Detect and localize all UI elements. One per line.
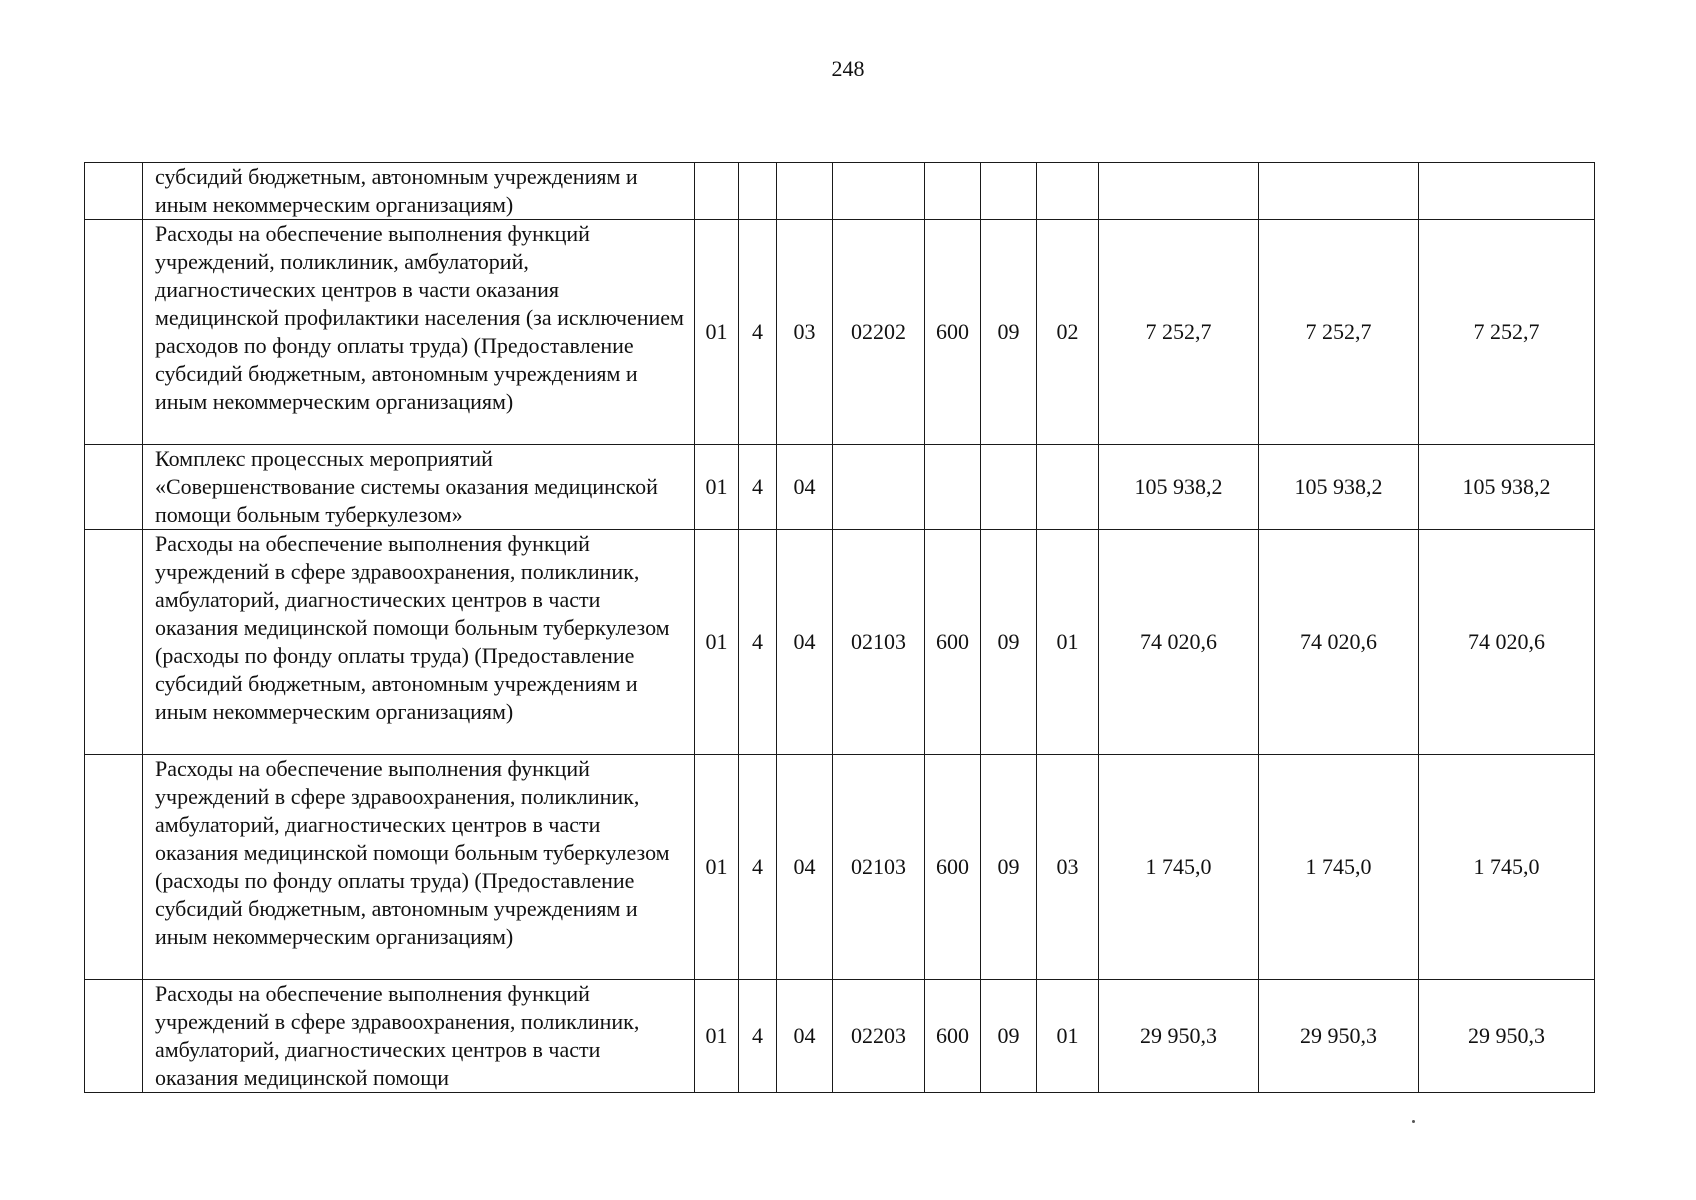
code-cell xyxy=(981,163,1037,220)
amount-cell: 7 252,7 xyxy=(1259,220,1419,445)
table-row xyxy=(85,220,1595,445)
description-cell: Расходы на обеспечение выполнения функций учреждений в сфере здравоохранения, поликлиник, амбулаторий, диагностических центров в части оказания медицинской помощи больным туберкулезом (расходы по фонду оплаты труда) (Предоставление субсидий бюджетным, автономным учреждениям и иным некоммерческим организациям) xyxy=(143,530,695,755)
code-cell xyxy=(981,445,1037,530)
amount-cell: 105 938,2 xyxy=(1419,445,1595,530)
description-cell: субсидий бюджетным, автономным учреждениям и иным некоммерческим организациям) xyxy=(143,163,695,220)
scan-speck xyxy=(1412,1120,1415,1123)
code-cell: 02202 xyxy=(833,220,925,445)
amount-cell: 29 950,3 xyxy=(1419,980,1595,1093)
code-cell xyxy=(777,163,833,220)
amount-cell: 29 950,3 xyxy=(1259,980,1419,1093)
amount-cell xyxy=(1259,163,1419,220)
row-number-cell xyxy=(85,530,143,755)
code-cell: 03 xyxy=(1037,755,1099,980)
amount-cell: 74 020,6 xyxy=(1419,530,1595,755)
amount-cell: 1 745,0 xyxy=(1259,755,1419,980)
code-cell: 04 xyxy=(777,980,833,1093)
code-cell: 02103 xyxy=(833,755,925,980)
code-cell: 02203 xyxy=(833,980,925,1093)
code-cell: 01 xyxy=(695,530,739,755)
amount-cell xyxy=(1419,163,1595,220)
row-number-cell xyxy=(85,163,143,220)
code-cell: 01 xyxy=(695,755,739,980)
code-cell: 02 xyxy=(1037,220,1099,445)
code-cell xyxy=(1037,163,1099,220)
budget-table xyxy=(84,162,1595,1093)
code-cell: 09 xyxy=(981,980,1037,1093)
table-row xyxy=(85,445,1595,530)
code-cell: 4 xyxy=(739,755,777,980)
code-cell: 600 xyxy=(925,220,981,445)
code-cell xyxy=(833,163,925,220)
code-cell: 09 xyxy=(981,755,1037,980)
code-cell: 09 xyxy=(981,530,1037,755)
amount-cell: 7 252,7 xyxy=(1099,220,1259,445)
amount-cell: 1 745,0 xyxy=(1419,755,1595,980)
code-cell xyxy=(925,163,981,220)
code-cell: 4 xyxy=(739,980,777,1093)
code-cell: 01 xyxy=(1037,530,1099,755)
description-cell: Расходы на обеспечение выполнения функций учреждений в сфере здравоохранения, поликлиник, амбулаторий, диагностических центров в части оказания медицинской помощи xyxy=(143,980,695,1093)
code-cell: 01 xyxy=(695,220,739,445)
code-cell xyxy=(739,163,777,220)
amount-cell: 74 020,6 xyxy=(1259,530,1419,755)
row-number-cell xyxy=(85,980,143,1093)
description-cell: Расходы на обеспечение выполнения функций учреждений в сфере здравоохранения, поликлиник, амбулаторий, диагностических центров в части оказания медицинской помощи больным туберкулезом (расходы по фонду оплаты труда) (Предоставление субсидий бюджетным, автономным учреждениям и иным некоммерческим организациям) xyxy=(143,755,695,980)
code-cell: 4 xyxy=(739,220,777,445)
amount-cell: 7 252,7 xyxy=(1419,220,1595,445)
code-cell: 600 xyxy=(925,980,981,1093)
table-row xyxy=(85,163,1595,220)
amount-cell xyxy=(1099,163,1259,220)
amount-cell: 29 950,3 xyxy=(1099,980,1259,1093)
amount-cell: 105 938,2 xyxy=(1099,445,1259,530)
code-cell: 03 xyxy=(777,220,833,445)
code-cell: 09 xyxy=(981,220,1037,445)
code-cell: 4 xyxy=(739,530,777,755)
description-cell: Комплекс процессных мероприятий «Совершенствование системы оказания медицинской помощи больным туберкулезом» xyxy=(143,445,695,530)
code-cell: 600 xyxy=(925,530,981,755)
amount-cell: 74 020,6 xyxy=(1099,530,1259,755)
code-cell xyxy=(1037,445,1099,530)
code-cell: 02103 xyxy=(833,530,925,755)
amount-cell: 1 745,0 xyxy=(1099,755,1259,980)
code-cell: 04 xyxy=(777,445,833,530)
row-number-cell xyxy=(85,220,143,445)
row-number-cell xyxy=(85,755,143,980)
row-number-cell xyxy=(85,445,143,530)
code-cell: 04 xyxy=(777,530,833,755)
code-cell: 01 xyxy=(695,445,739,530)
table-row xyxy=(85,980,1595,1093)
code-cell: 01 xyxy=(1037,980,1099,1093)
table-row xyxy=(85,755,1595,980)
table-row xyxy=(85,530,1595,755)
code-cell xyxy=(695,163,739,220)
code-cell: 4 xyxy=(739,445,777,530)
code-cell: 04 xyxy=(777,755,833,980)
code-cell xyxy=(925,445,981,530)
description-cell: Расходы на обеспечение выполнения функций учреждений, поликлиник, амбулаторий, диагностических центров в части оказания медицинской профилактики населения (за исключением расходов по фонду оплаты труда) (Предоставление субсидий бюджетным, автономным учреждениям и иным некоммерческим организациям) xyxy=(143,220,695,445)
amount-cell: 105 938,2 xyxy=(1259,445,1419,530)
page-number: 248 xyxy=(831,56,865,81)
code-cell: 01 xyxy=(695,980,739,1093)
code-cell xyxy=(833,445,925,530)
code-cell: 600 xyxy=(925,755,981,980)
